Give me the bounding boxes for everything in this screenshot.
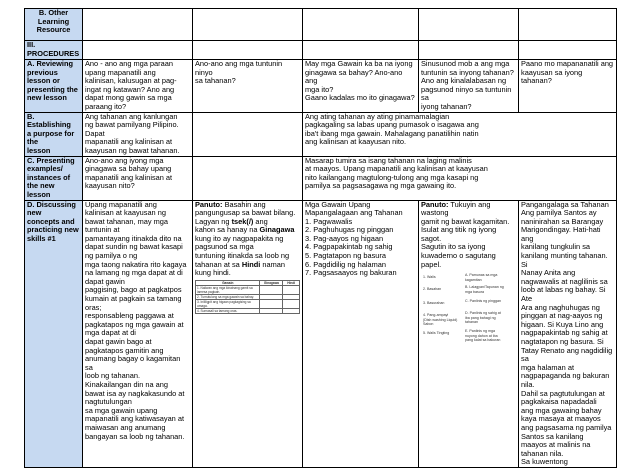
row-discussing bbox=[25, 200, 617, 467]
match-right-item: E. Panlinis ng mga nuyong dahon at iba pang kalat sa bakuran bbox=[465, 329, 501, 343]
row-procedures bbox=[25, 41, 617, 60]
reviewing-day2: Ano-ano ang mga tuntunin ninyo sa tahanan? bbox=[193, 60, 303, 113]
discussing-day4: Panuto: Tukuyin ang wastong gamit ng bawat kagamitan. Isulat ang titik ng iyong sagot. Sagutin ito sa iyong kuwaderno o sagutang papel. 1. Walis 2. Basahan 3. Basurahan 4. Pang-ampayi (Dish washing Liquid) Sabon 5. Walis Tingting A. Pamunas sa mga kagamitan B. Lalagyan/Tapunan ng mga basura C. Panlinis ng pinggan D. Panlinis ng sahig at iba pang bahagi ng tahanan E. Panlinis ng mga nuyong dahon at iba pang kalat sa bakuran bbox=[419, 200, 519, 467]
checklist-box[interactable] bbox=[283, 285, 300, 294]
row-other-resources bbox=[25, 9, 617, 41]
lesson-plan-table bbox=[24, 8, 617, 468]
label-presenting: C. Presenting examples/ instances of the new lesson bbox=[25, 156, 83, 200]
match-left-item: 2. Basahan bbox=[423, 287, 442, 292]
discussing-day5: Pangangalaga sa Tahanan Ang pamilya Santos ay naninirahan sa Barangay Marigondingay. Hati-hati ang kanilang tungkulin sa kanilang munting tahanan. Si Nanay Anita ang nagwawalis at naglilinis sa loob at labas ng bahay. Si Ate Ara ang naghuhugas ng pinggan at nag-aayos ng higaan. Si Kuya Lino ang nagpapakintab ng sahig at nagtatapon ng basura. Si Tatay Renato ang nagdidilig sa mga halaman at nagpapaganda ng bakuran nila. Dahil sa pagtutulungan at pagkakaisa napadadali ang mga gawaing bahay kaya masaya at maayos ang pagsasama ng pamilya Santos sa kanilang maayos at malinis na tahanan nila. Sa kuwentong bbox=[519, 200, 617, 467]
row-establishing bbox=[25, 112, 617, 156]
reviewing-day3: May mga Gawain ka ba na iyong ginagawa sa bahay? Ano-ano ang mga ito? Gaano kadalas mo ito ginagawa? bbox=[303, 60, 419, 113]
match-right-item: B. Lalagyan/Tapunan ng mga basura bbox=[465, 285, 504, 294]
checklist-header-gawain: Gawain bbox=[196, 280, 260, 285]
match-right-item: D. Panlinis ng sahig at iba pang bahagi ng tahanan bbox=[465, 311, 501, 325]
match-right-item: A. Pamunas sa mga kagamitan bbox=[465, 273, 498, 282]
checklist-row: 2. Tumutulong sa mga gawain sa bahay. bbox=[196, 294, 260, 299]
checklist-box[interactable] bbox=[283, 299, 300, 308]
match-right-item: C. Panlinis ng pinggan bbox=[465, 299, 501, 304]
row-reviewing bbox=[25, 60, 617, 113]
establishing-day3-5: Ang ating tahanan ay ating pinamamalagian pagkagaling sa labas upang pumasok o isagawa ang iba't ibang mga gawain. Mahalagang panatilihin natin ang kalinisan at kaayusan nito. bbox=[303, 112, 617, 156]
label-establishing: B. Establishing a purpose for the lesson bbox=[25, 112, 83, 156]
checklist-row: 1. Naiiwan ang mga kinainang gamit sa lamesa pagkain. bbox=[196, 285, 260, 294]
discussing-day3: Mga Gawain Upang Mapangalagaan ang Tahanan 1. Pagwawalis 2. Paghuhugas ng pinggan 3. Pag-aayos ng higaan 4. Pagpapakintab ng sahig 5. Pagtatapon ng basura 6. Pagdidilig ng halaman 7. Pagsasaayos ng bakuran bbox=[303, 200, 419, 467]
checklist-header-hindi: Hindi bbox=[283, 280, 300, 285]
checklist-box[interactable] bbox=[283, 308, 300, 313]
checklist-table bbox=[195, 280, 300, 314]
reviewing-day1: Ano - ano ang mga paraan upang mapanatili ang kalinisan, kalusugan at pag- ingat ng katawan? Ano ang dapat mong gawin sa mga paraang ito? bbox=[83, 60, 193, 113]
match-left-item: 4. Pang-ampayi (Dish washing Liquid) Sabon bbox=[423, 313, 458, 327]
presenting-day1: Ano-ano ang iyong mga ginagawa sa bahay upang mapanatili ang kalinisan at kaayusan nito? bbox=[83, 156, 193, 200]
label-procedures: III. PROCEDURES bbox=[25, 41, 83, 60]
checklist-box[interactable] bbox=[260, 285, 283, 294]
label-reviewing: A. Reviewing previous lesson or presenting the new lesson bbox=[25, 60, 83, 113]
presenting-day3-5: Masarap tumira sa isang tahanan na laging malinis at maayos. Upang mapanatili ang kalinisan at kaayusan nito kailangang magtulong-tulong ang mga kasapi ng pamilya sa pagsasagawa ng mga gawaing ito. bbox=[303, 156, 617, 200]
row-presenting bbox=[25, 156, 617, 200]
label-other-resources: B. Other Learning Resource bbox=[25, 9, 83, 41]
matching-exercise bbox=[421, 273, 516, 353]
establishing-day1: Ang tahanan ang kanlungan ng bawat pamilyang Pilipino. Dapat mapanatili ang kalinisan at kaayusan ng bawat tahanan. bbox=[83, 112, 193, 156]
label-discussing: D. Discussing new concepts and practicing new skills #1 bbox=[25, 200, 83, 467]
reviewing-day4: Sinusunod mob a ang mga tuntunin sa inyong tahanan? Ano ang kinalalabasan ng pagsunod ninyo sa tuntunin sa iyong tahanan? bbox=[419, 60, 519, 113]
discussing-day2: Panuto: Basahin ang pangungusap sa bawat bilang. Lagyan ng tsek(/) ang kahon sa hanay na Ginagawa kung ito ay nagpapakita ng pagsunod sa mga tuntuning itinakda sa loob ng tahanan at sa Hindi naman kung hindi. Gawain Ginagawa Hindi 1. Naiiwan ang mga kinainang gamit sa lamesa pagkain. 2. Tumutulong sa mga gawain sa bahay. 3. Inililigpit ang higaan pagkagising sa umaga. 4. Sumasali sa tamang oras. bbox=[193, 200, 303, 467]
checklist-header-ginagawa: Ginagawa bbox=[260, 280, 283, 285]
discussing-day1: Upang mapanatili ang kalinisan at kaayusan ng bawat tahanan, may mga tuntunin at pamantayang itinakda dito na dapat sundin ng bawat kasapi ng pamilya o ng mga taong nakatira rito kagaya na lamang ng mga dapat at di dapat gawin paggising, bago at pagkatpos kumain at pagkain sa tamang oras; responsableng paggawa at pagkatapos ng mga gawain at mga dapat at di dapat gawin bago at pagkatapos gamitin ang anumang bagay o kagamitan sa loob ng tahanan. Kinakailangan din na ang bawat isa ay nagkakasundo at nagtutulungan sa mga gawain upang mapanatili ang katiwasayan at maiwasan ang anumang bangayan sa loob ng tahanan. bbox=[83, 200, 193, 467]
checklist-box[interactable] bbox=[260, 299, 283, 308]
checklist-row: 3. Inililigpit ang higaan pagkagising sa umaga. bbox=[196, 299, 260, 308]
checklist-box[interactable] bbox=[260, 308, 283, 313]
checklist-row: 4. Sumasali sa tamang oras. bbox=[196, 308, 260, 313]
reviewing-day5: Paano mo mapananatili ang kaayusan sa iyong tahanan? bbox=[519, 60, 617, 113]
match-left-item: 3. Basurahan bbox=[423, 301, 445, 306]
match-left-item: 1. Walis bbox=[423, 275, 436, 280]
match-left-item: 5. Walis Tingting bbox=[423, 331, 450, 336]
